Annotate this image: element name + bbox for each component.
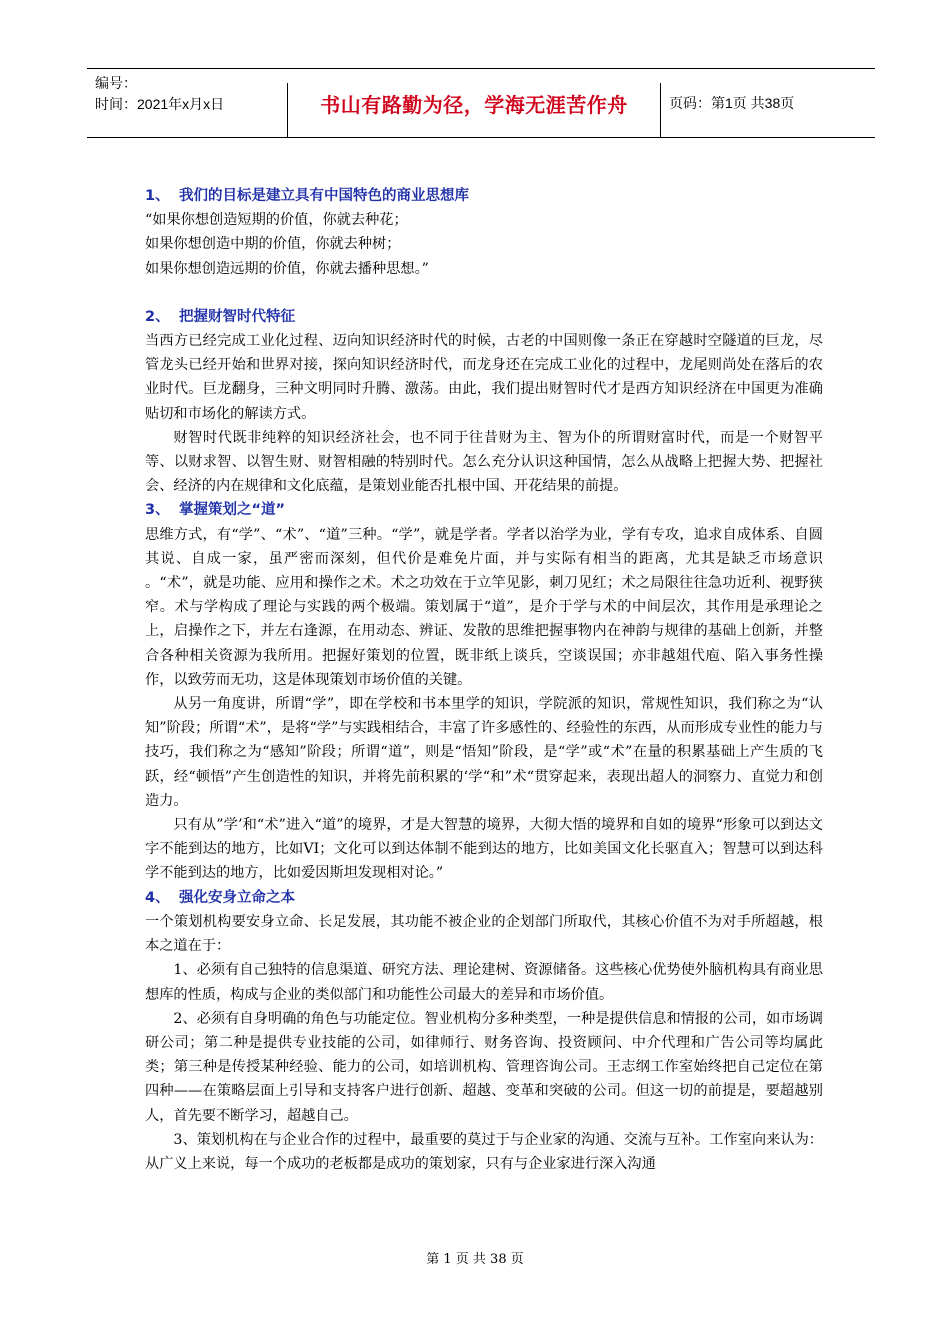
paragraph: “如果你想创造短期的价值，你就去种花； xyxy=(145,212,408,229)
page-footer: 第 1 页 共 38 页 xyxy=(426,1252,524,1267)
section-title: 把握财智时代特征 xyxy=(179,308,295,325)
paragraph: 只有从”学’和“术”进入“道”的境界，才是大智慧的境界，大彻大悟的境界和自如的境界“形象可以到达文字不能到达的地方，比如VI；文化可以到达体制不能到达的地方，比如美国文化长驱直入；智慧可以到达科学不能到达的地方，比如爱因斯坦发现相对论。” xyxy=(145,817,823,882)
paragraph: 思维方式，有“学”、“术”、“道”三种。“学”，就是学者。学者以治学为业，学有专攻，追求自成体系、自圆其说、自成一家，虽严密而深刻，但代价是难免片面，并与实际有相当的距离，尤其是缺乏市场意识 。“术”，就是功能、应用和操作之术。术之功效在于立竿见影，刺刀见红；术之局限往往急功近利、视野狭窄。术与学构成了理论与实践的两个极端。策划属于“道”，是介于学与术的中间层次，其作用是承理论之上，启操作之下，并左右逢源，在用动态、辨证、发散的思维把握事物内在神韵与规律的基础上创新，并整合各种相关资源为我所用。把握好策划的位置，既非纸上谈兵，空谈误国；亦非越俎代庖、陷入事务性操作，以致劳而无功，这是体现策划市场价值的关键。 xyxy=(145,526,823,688)
section-heading-3 xyxy=(145,498,823,522)
paragraph: 3、策划机构在与企业合作的过程中，最重要的莫过于与企业家的沟通、交流与互补。工作室向来认为：从广义上来说，每一个成功的老板都是成功的策划家，只有与企业家进行深入沟通 xyxy=(145,1131,823,1172)
header-divider xyxy=(287,83,288,137)
document-body xyxy=(145,184,823,1176)
section-title: 我们的目标是建立具有中国特色的商业思想库 xyxy=(179,188,469,204)
section-title: 强化安身立命之本 xyxy=(179,889,295,906)
paragraph: 1、必须有自己独特的信息渠道、研究方法、理论建树、资源储备。这些核心优势使外脑机构具有商业思想库的性质，构成与企业的类似部门和功能性公司最大的差异和市场价值。 xyxy=(145,962,823,1003)
section-number: 3、 xyxy=(145,502,170,519)
paragraph: 从另一角度讲，所谓“学”，即在学校和书本里学的知识，学院派的知识，常规性知识，我们称之为“认知”阶段；所谓“术”，是将“学”与实践相结合，丰富了许多感性的、经验性的东西，从而形成专业性的能力与技巧，我们称之为“感知”阶段；所谓“道”，则是“悟知”阶段，是“学”或“术”在量的积累基础上产生质的飞跃，经“顿悟”产生创造性的知识，并将先前积累的‘学“和”术“贯穿起来，表现出超人的洞察力、直觉力和创造力。 xyxy=(145,696,823,809)
page-header xyxy=(87,68,875,138)
paragraph: 如果你想创造中期的价值，你就去种树； xyxy=(145,236,401,253)
section-number: 4、 xyxy=(145,889,170,906)
header-meta xyxy=(95,73,285,115)
paragraph: 一个策划机构要安身立命、长足发展，其功能不被企业的企划部门所取代，其核心价值不为对手所超越，根本之道在于： xyxy=(145,913,823,955)
serial-label: 编号： xyxy=(95,75,137,91)
header-page-number: 页码：第1页 共38页 xyxy=(669,95,795,111)
spacer xyxy=(145,281,823,305)
section-number: 1、 xyxy=(145,188,170,204)
date-label: 时间：2021年x月x日 xyxy=(95,96,225,112)
section-heading-4 xyxy=(145,886,823,910)
section-heading-1 xyxy=(145,184,823,208)
section-heading-2 xyxy=(145,305,823,329)
section-title: 掌握策划之“道” xyxy=(179,502,286,519)
header-motto: 书山有路勤为径，学海无涯苦作舟 xyxy=(320,93,628,117)
paragraph: 如果你想创造远期的价值，你就去播种思想。” xyxy=(145,260,429,277)
header-divider xyxy=(660,83,661,137)
paragraph: 2、必须有自身明确的角色与功能定位。智业机构分多种类型，一种是提供信息和情报的公司，如市场调研公司；第二种是提供专业技能的公司，如律师行、财务咨询、投资顾问、中介代理和广告公司等均属此类；第三种是传授某种经验、能力的公司，如培训机构、管理咨询公司。王志纲工作室始终把自己定位在第四种——在策略层面上引导和支持客户进行创新、超越、变革和突破的公司。但这一切的前提是，要超越别人，首先要不断学习，超越自己。 xyxy=(145,1010,823,1124)
paragraph: 财智时代既非纯粹的知识经济社会，也不同于往昔财为主、智为仆的所谓财富时代，而是一个财智平等、以财求智、以智生财、财智相融的特别时代。怎么充分认识这种国情，怎么从战略上把握大势、把握社会、经济的内在规律和文化底蕴，是策划业能否扎根中国、开花结果的前提。 xyxy=(145,429,823,495)
section-number: 2、 xyxy=(145,308,170,325)
paragraph: 当西方已经完成工业化过程、迈向知识经济时代的时候，古老的中国则像一条正在穿越时空隧道的巨龙，尽管龙头已经开始和世界对接，探向知识经济时代，而龙身还在完成工业化的过程中，龙尾则尚处在落后的农业时代。巨龙翻身，三种文明同时升腾、激荡。由此，我们提出财智时代才是西方知识经济在中国更为准确贴切和市场化的解读方式。 xyxy=(145,333,823,422)
